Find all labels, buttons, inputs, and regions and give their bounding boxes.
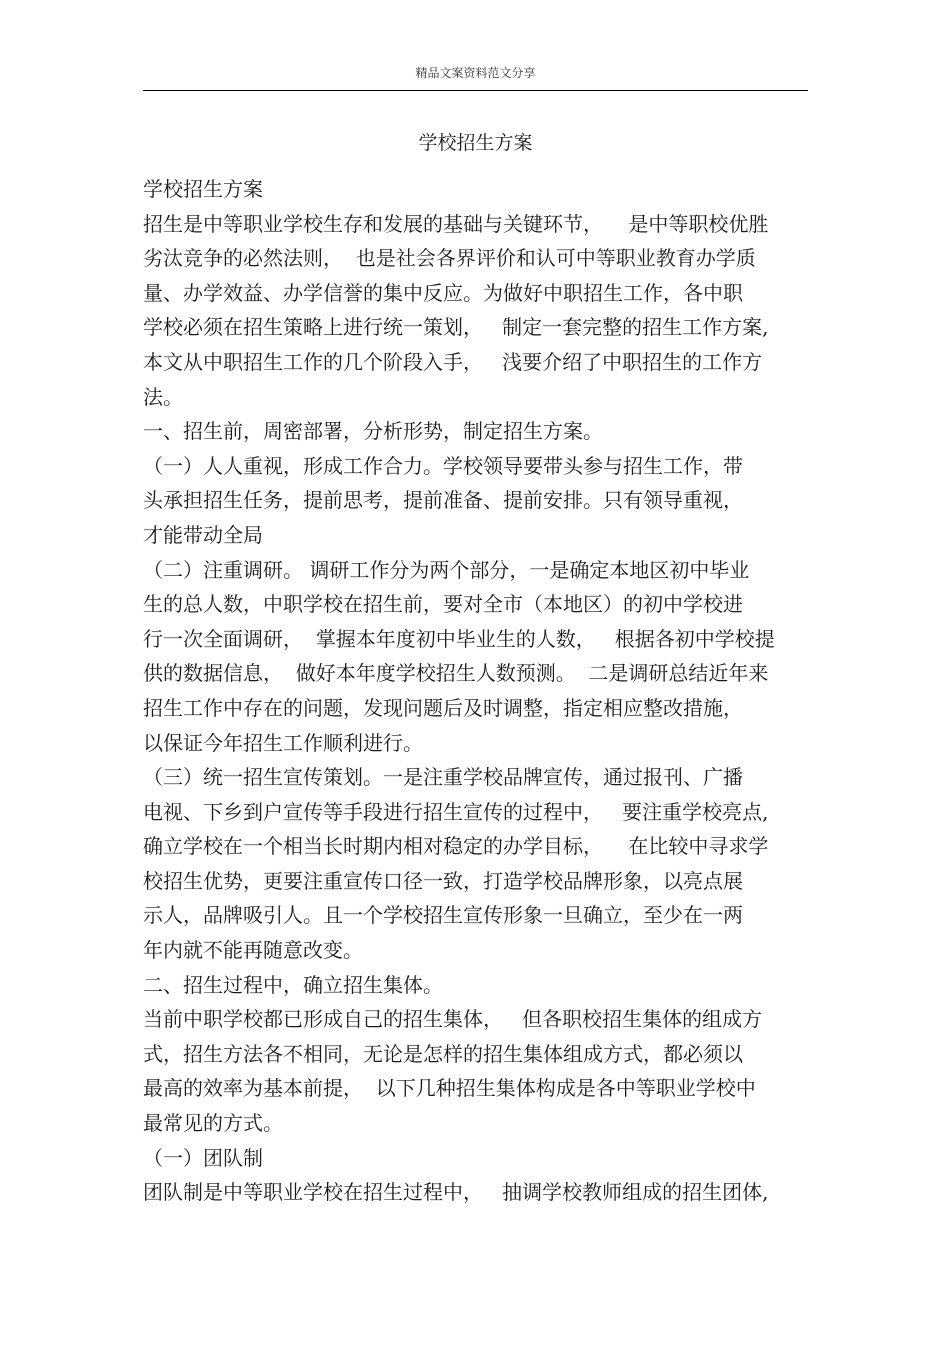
text-line: （一）团队制 [143,1145,263,1170]
text-line: 最常见的方式。 [143,1111,283,1136]
text-line: 最高的效率为基本前提， 以下几种招生集体构成是各中等职业学校中 [143,1076,756,1101]
text-line: 本文从中职招生工作的几个阶段入手， 浅要介绍了中职招生的工作方 [143,349,763,374]
text-line: 头承担招生任务，提前思考，提前准备、提前安排。只有领导重视， [143,488,743,513]
page-header: 精品文案资料范文分享 [415,66,536,80]
text-line: 生的总人数，中职学校在招生前，要对全市（本地区）的初中学校进 [143,592,743,617]
text-line: 供的数据信息， 做好本年度学校招生人数预测。 二是调研总结近年来 [143,661,769,686]
document-title: 学校招生方案 [418,132,533,154]
text-line: 量、办学效益、办学信誉的集中反应。为做好中职招生工作，各中职 [143,280,743,305]
header-divider [143,90,808,91]
text-line: 式，招生方法各不相同，无论是怎样的招生集体组成方式，都必须以 [143,1041,743,1066]
text-line: 校招生优势，更要注重宣传口径一致，打造学校品牌形象，以亮点展 [143,868,743,893]
text-line: 示人，品牌吸引人。且一个学校招生宣传形象一旦确立，至少在一两 [143,903,743,928]
text-line: 法。 [143,384,183,409]
text-line: （二）注重调研。 调研工作分为两个部分，一是确定本地区初中毕业 [143,557,750,582]
text-line: 招生工作中存在的问题，发现问题后及时调整，指定相应整改措施， [143,695,743,720]
text-line: 行一次全面调研， 掌握本年度初中毕业生的人数， 根据各初中学校提 [143,626,775,651]
text-line: 当前中职学校都已形成自己的招生集体， 但各职校招生集体的组成方 [143,1007,763,1032]
section-heading: 二、招生过程中，确立招生集体。 [143,972,443,997]
text-line: （三）统一招生宣传策划。一是注重学校品牌宣传，通过报刊、广播 [143,765,743,790]
text-line: 才能带动全局 [143,522,263,547]
text-line: 年内就不能再随意改变。 [143,938,363,963]
text-line: （一）人人重视，形成工作合力。学校领导要带头参与招生工作，带 [143,453,743,478]
text-line: 电视、下乡到户宣传等手段进行招生宣传的过程中， 要注重学校亮点, [143,799,769,824]
text-line: 劣汰竞争的必然法则， 也是社会各界评价和认可中等职业教育办学质 [143,246,756,271]
text-line: 团队制是中等职业学校在招生过程中， 抽调学校教师组成的招生团体, [143,1180,769,1205]
section-heading: 一、招生前，周密部署，分析形势，制定招生方案。 [143,419,603,444]
text-line: 学校必须在招生策略上进行统一策划， 制定一套完整的招生工作方案, [143,315,769,340]
document-body [143,172,808,1210]
text-line: 以保证今年招生工作顺利进行。 [143,730,423,755]
text-line: 招生是中等职业学校生存和发展的基础与关键环节， 是中等职校优胜 [143,211,769,236]
text-line: 确立学校在一个相当长时期内相对稳定的办学目标， 在比较中寻求学 [143,834,769,859]
text-line: 学校招生方案 [143,177,263,201]
